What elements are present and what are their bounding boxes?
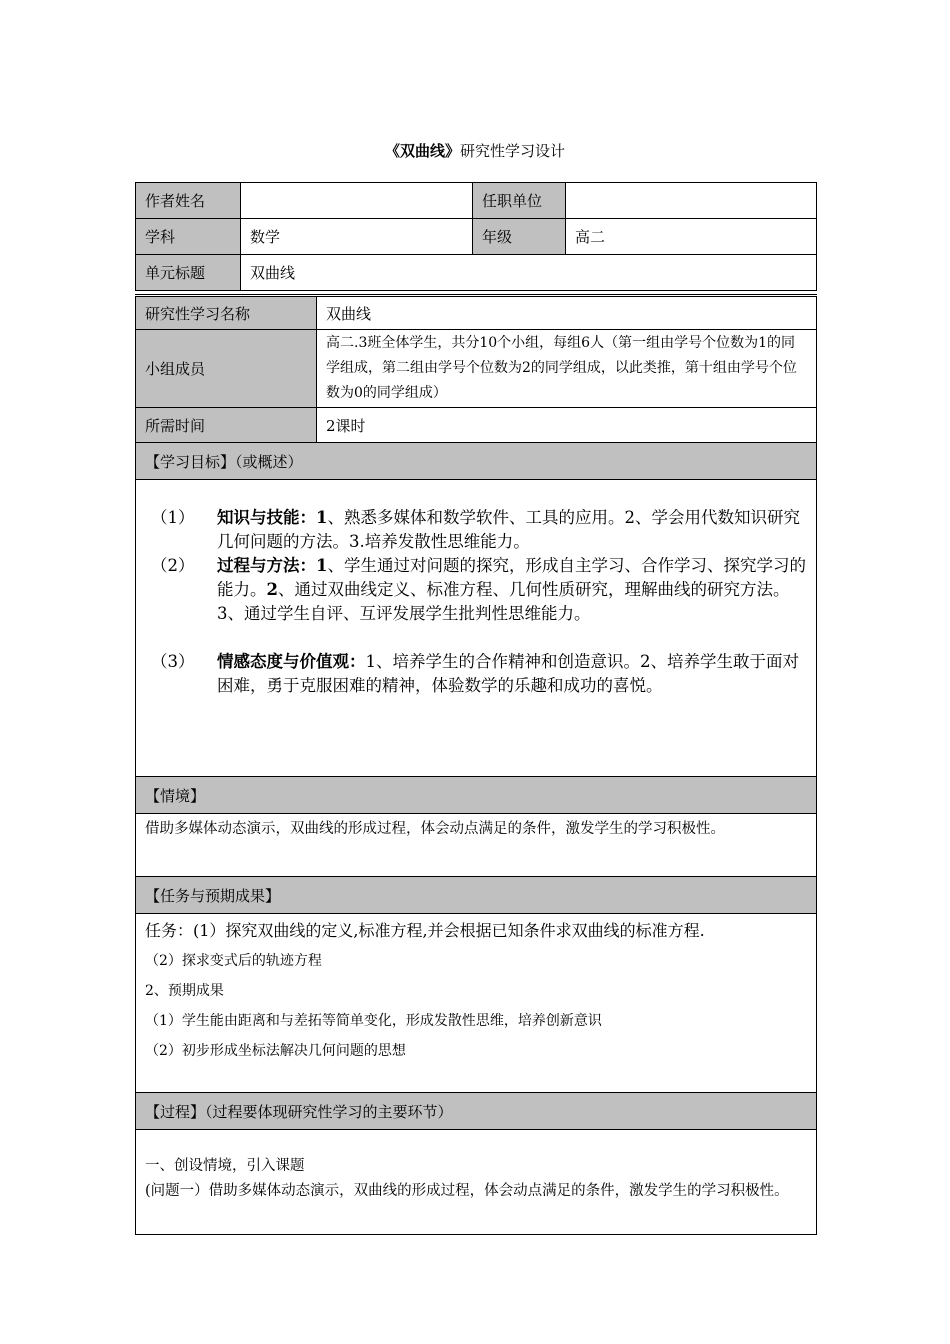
goal-body: 、学生通过对问题的探究，形成自主学习、合作学习、探究学习的能力。	[217, 556, 806, 599]
goal-num: （1）	[151, 508, 195, 527]
grade-label: 年级	[473, 219, 566, 255]
task-line: 任务：(1）探究双曲线的定义,标准方程,并会根据已知条件求双曲线的标准方程.	[145, 921, 705, 940]
subject-label: 学科	[136, 219, 241, 255]
process-header-rest: （过程要体现研究性学习的主要环节）	[205, 1102, 453, 1121]
tasks-header-row	[136, 877, 817, 914]
name-label: 研究性学习名称	[136, 296, 317, 330]
unit-value	[566, 183, 817, 219]
header-table	[135, 182, 817, 291]
grade-value: 高二	[566, 219, 817, 255]
task-line: （2）探求变式后的轨迹方程	[145, 953, 322, 969]
unit-label: 任职单位	[473, 183, 566, 219]
task-line: （1）学生能由距离和与差拓等简单变化，形成发散性思维，培养创新意识	[145, 1013, 602, 1029]
goal-text	[217, 506, 807, 554]
group-label: 小组成员	[136, 330, 317, 408]
goal-item	[145, 554, 807, 626]
title-bold: 《双曲线》	[384, 142, 460, 160]
subject-row	[136, 219, 817, 255]
situation-row	[136, 814, 817, 877]
situation-header: 【情境】	[136, 777, 817, 814]
goal-body: 、熟悉多媒体和数学软件、工具的应用。2、学会用代数知识研究几何问题的方法。3.培养发散性思维能力。	[217, 508, 800, 551]
goals-header: 【学习目标】（或概述）	[136, 443, 817, 480]
goal-bold-2: 2	[266, 580, 278, 599]
goal-bold: 知识与技能：1	[217, 508, 328, 527]
unit-title-row	[136, 255, 817, 291]
name-value: 双曲线	[317, 296, 817, 330]
goal-item	[145, 650, 807, 698]
tasks-row	[136, 914, 817, 1093]
goal-text	[217, 554, 807, 626]
goal-num: （2）	[151, 556, 195, 575]
process-header-row	[136, 1093, 817, 1130]
goal-num: （3）	[151, 652, 195, 671]
document-title	[0, 140, 950, 161]
process-line: 一、创设情境，引入课题	[145, 1158, 305, 1174]
process-content	[136, 1130, 817, 1235]
main-table	[135, 294, 817, 1235]
goals-content	[136, 480, 817, 777]
situation-header-row	[136, 777, 817, 814]
process-header-bold: 【过程】	[145, 1102, 206, 1121]
group-row	[136, 330, 817, 408]
time-label: 所需时间	[136, 408, 317, 443]
unit-title-label: 单元标题	[136, 255, 241, 291]
tasks-content	[136, 914, 817, 1093]
unit-title-value: 双曲线	[241, 255, 817, 291]
goal-body: 1、培养学生的合作精神和创造意识。2、培养学生敢于面对困难，勇于克服困难的精神，体验数学的乐趣和成功的喜悦。	[217, 652, 799, 695]
process-header	[136, 1093, 817, 1130]
goals-row	[136, 480, 817, 777]
author-value	[241, 183, 473, 219]
author-label: 作者姓名	[136, 183, 241, 219]
subject-value: 数学	[241, 219, 473, 255]
author-row	[136, 183, 817, 219]
time-value: 2课时	[317, 408, 817, 443]
goal-text	[217, 650, 807, 698]
goal-bold: 情感态度与价值观：	[217, 652, 366, 671]
goal-body-2: 、通过双曲线定义、标准方程、几何性质研究，理解曲线的研究方法。3、通过学生自评、互评发展学生批判性思维能力。	[217, 580, 790, 623]
task-line: 2、预期成果	[145, 983, 224, 999]
task-line: （2）初步形成坐标法解决几何问题的思想	[145, 1043, 406, 1059]
situation-text: 借助多媒体动态演示，双曲线的形成过程，体会动点满足的条件，激发学生的学习积极性。	[136, 814, 817, 877]
goal-item	[145, 506, 807, 554]
name-row	[136, 296, 817, 330]
group-value: 高二.3班全体学生，共分10个小组，每组6人（第一组由学号个位数为1的同学组成，第二组由学号个位数为2的同学组成，以此类推，第十组由学号个位数为0的同学组成）	[317, 330, 817, 408]
title-rest: 研究性学习设计	[460, 142, 566, 160]
goals-header-row	[136, 443, 817, 480]
process-line: (问题一）借助多媒体动态演示，双曲线的形成过程，体会动点满足的条件，激发学生的学习积极性。	[145, 1183, 789, 1199]
time-row	[136, 408, 817, 443]
tasks-header: 【任务与预期成果】	[136, 877, 817, 914]
process-row	[136, 1130, 817, 1235]
goal-bold: 过程与方法：1	[217, 556, 328, 575]
